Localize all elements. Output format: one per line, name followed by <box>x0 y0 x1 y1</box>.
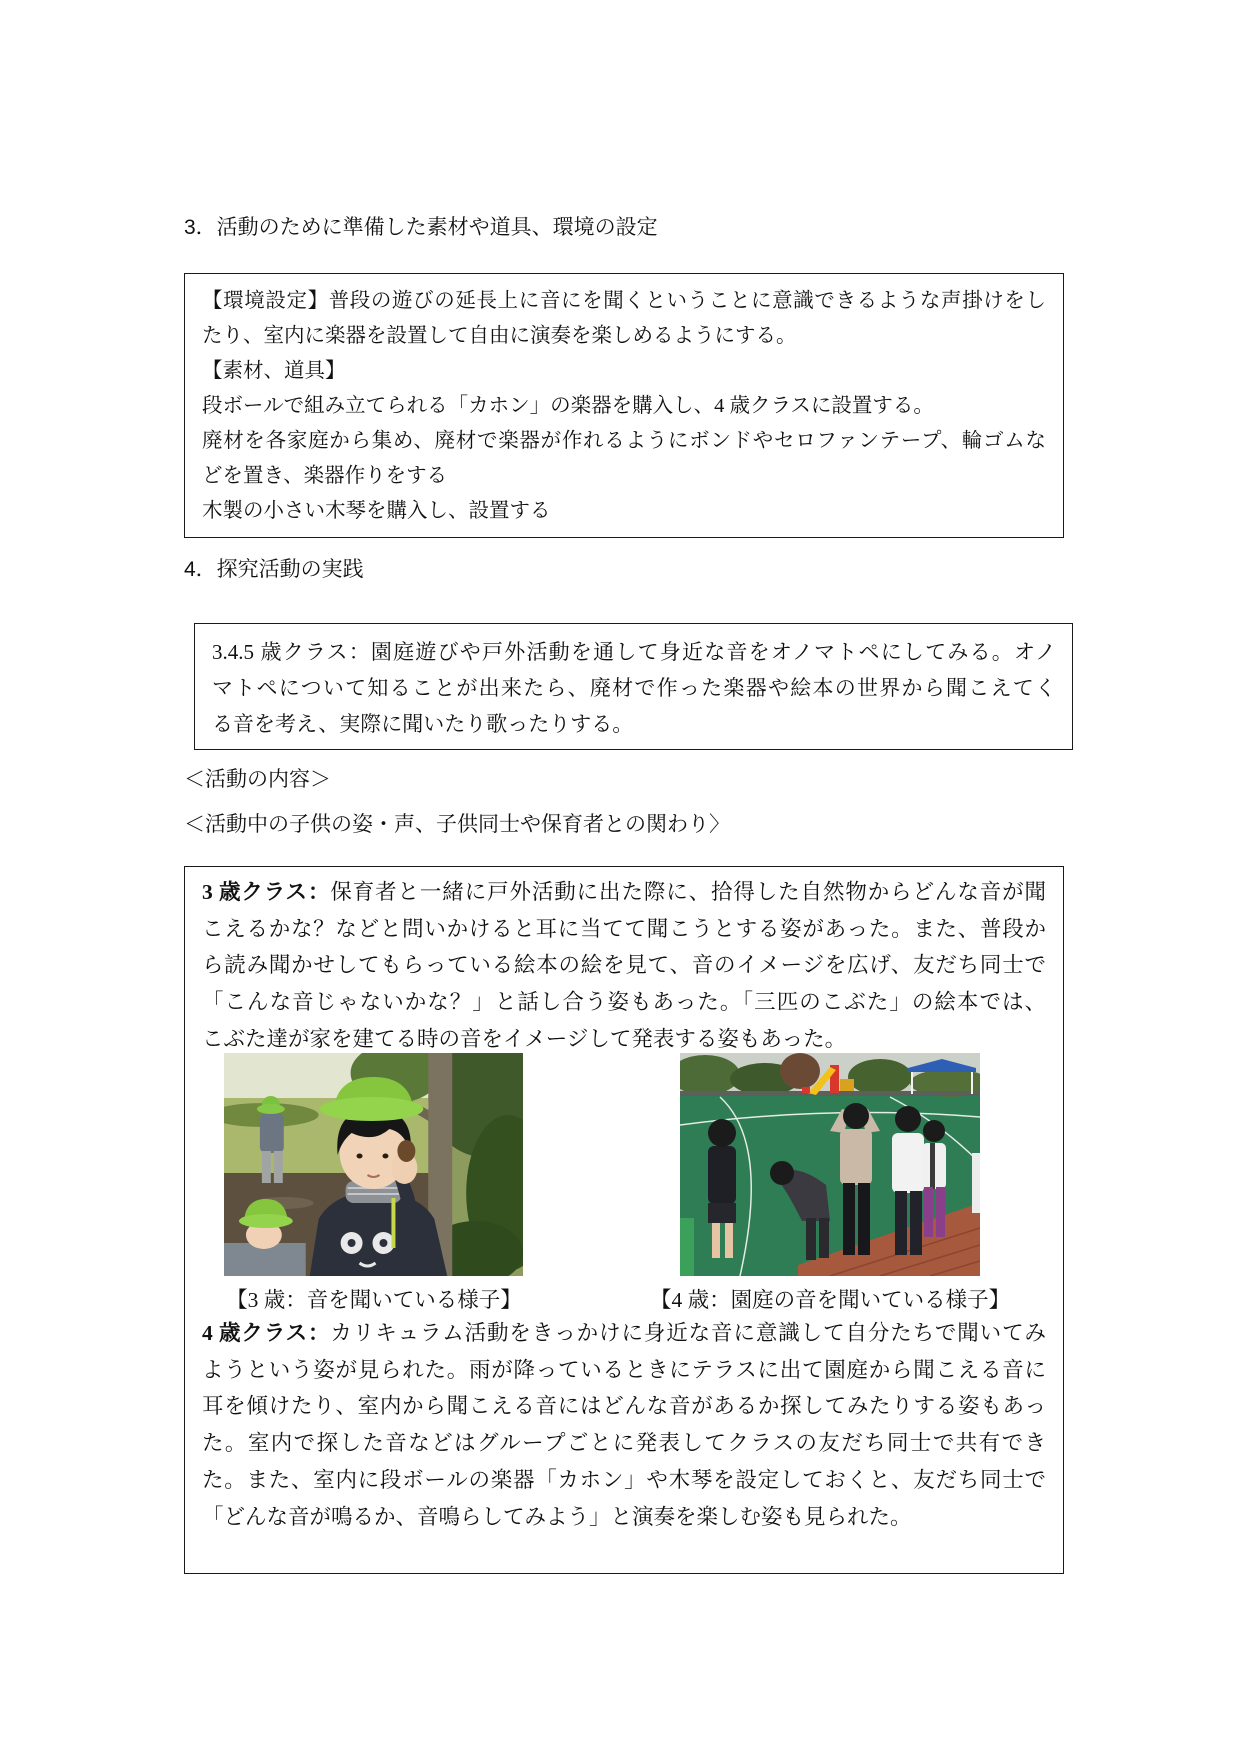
found-object <box>397 1140 415 1162</box>
child-head <box>923 1120 945 1142</box>
class4-line <box>202 1315 1046 1352</box>
child-shirt <box>892 1133 924 1193</box>
child-leg <box>910 1191 922 1255</box>
hat-brim <box>239 1214 293 1228</box>
stripe <box>348 1193 400 1195</box>
partial-child <box>972 1153 980 1213</box>
class3-line: 「こんな音じゃないかな？」と話し合う姿もあった。「三匹のこぶた」の絵本では、 <box>202 990 1046 1015</box>
setup-line: たり、室内に楽器を設置して自由に演奏を楽しめるようにする。 <box>202 325 797 347</box>
summary-line: マトペについて知ることが出来たら、廃材で作った楽器や絵本の世界から聞こえてく <box>212 676 1056 700</box>
hat-brim <box>320 1097 424 1121</box>
class4-label: 4 歳クラス： <box>202 1321 331 1345</box>
setup-line: 【環境設定】普段の遊びの延長上に音にを聞くということに意識できるような声掛けをし <box>202 290 1046 312</box>
summary-line: 3.4.5 歳クラス：園庭遊びや戸外活動を通して身近な音をオノマトペにしてみる。オノ <box>212 640 1056 664</box>
child-head <box>843 1103 869 1129</box>
slide-platform <box>840 1079 854 1091</box>
class3-line <box>202 874 1046 911</box>
section3-heading: 3．活動のために準備した素材や道具、環境の設定 <box>184 216 658 239</box>
child-leg <box>819 1218 829 1258</box>
child-leg <box>895 1191 907 1255</box>
child-leg <box>936 1187 945 1237</box>
child-leg <box>712 1223 720 1258</box>
tree <box>780 1053 820 1089</box>
child-head <box>708 1119 736 1147</box>
class3-line: こえるかな？などと問いかけると耳に当てて聞こうとする姿があった。また、普段か <box>202 916 1046 941</box>
class4-line-text: カリキュラム活動をきっかけに身近な音に意識して自分たちで聞いてみ <box>330 1321 1046 1345</box>
partial-child <box>680 1218 694 1276</box>
tent-pole <box>971 1072 973 1094</box>
tent-valance <box>908 1068 976 1072</box>
slide-base <box>802 1087 810 1093</box>
photo1-caption: 【3 歳：音を聞いている様子】 <box>226 1288 522 1312</box>
child-shorts <box>708 1203 736 1223</box>
child-leg <box>262 1151 271 1183</box>
class3-line-text: 保育者と一緒に戸外活動に出た際に、拾得した自然物からどんな音が聞 <box>330 880 1046 904</box>
class4-line: た。また、室内に段ボールの楽器「カホン」や木琴を設定しておくと、友だち同士で <box>202 1467 1046 1492</box>
class3-line: ら読み聞かせしてもらっている絵本の絵を見て、音のイメージを広げ、友だち同士で <box>202 953 1046 978</box>
class3-line: こぶた達が家を建てる時の音をイメージして発表する姿もあった。 <box>202 1026 847 1051</box>
eye <box>382 1154 388 1159</box>
eye <box>357 1154 363 1159</box>
photo2-caption: 【4 歳：園庭の音を聞いている様子】 <box>650 1288 1011 1312</box>
child-shirt <box>840 1129 872 1185</box>
summary-line: る音を考え、実際に聞いたり歌ったりする。 <box>212 712 634 736</box>
setup-line: 段ボールで組み立てられる「カホン」の楽器を購入し、4 歳クラスに設置する。 <box>202 395 934 417</box>
child-jacket <box>260 1113 284 1153</box>
class4-observation <box>202 1315 1046 1535</box>
child-leg <box>725 1223 733 1258</box>
photo-3yo-image <box>224 1053 523 1276</box>
child-leg <box>274 1151 283 1183</box>
print-pupil <box>379 1239 387 1247</box>
setup-line: 廃材を各家庭から集め、廃材で楽器が作れるようにボンドやセロファンテープ、輪ゴムな <box>202 430 1046 452</box>
child-leg <box>843 1183 855 1255</box>
shirt-stripe <box>930 1143 935 1189</box>
child-leg <box>858 1183 870 1255</box>
class4-line: ようという姿が見られた。雨が降っているときにテラスに出て園庭から聞こえる音に <box>202 1357 1046 1382</box>
child-head <box>895 1106 921 1132</box>
class4-line: 耳を傾けたり、室内から聞こえる音にはどんな音があるか探してみたりする姿もあっ <box>202 1394 1046 1419</box>
hat-brim <box>257 1104 285 1114</box>
class3-observation <box>202 874 1046 1058</box>
tent-pole <box>911 1072 913 1094</box>
photo-4yo-garden-sounds <box>680 1053 980 1276</box>
observation-box <box>184 866 1064 1574</box>
setup-line: どを置き、楽器作りをする <box>202 465 448 487</box>
class4-line: た。室内で探した音などはグループごとに発表してクラスの友だち同士で共有でき <box>202 1431 1046 1456</box>
child-head <box>770 1161 794 1185</box>
child-leg <box>806 1218 816 1260</box>
observation-heading: ＜活動中の子供の姿・声、子供同士や保育者との関わり〉 <box>184 813 730 836</box>
tree <box>848 1059 912 1095</box>
print-pupil <box>348 1239 356 1247</box>
inquiry-summary-box <box>194 623 1073 750</box>
child-leg <box>924 1187 933 1237</box>
section4-heading: 4．探究活動の実践 <box>184 558 364 581</box>
hat-strap <box>391 1198 395 1248</box>
photo-3yo-listening <box>224 1053 523 1276</box>
class4-line: 「どんな音が鳴るか、音鳴らしてみよう」と演奏を楽しむ姿も見られた。 <box>202 1504 912 1529</box>
class3-label: 3 歳クラス： <box>202 880 331 904</box>
setup-line: 【素材、道具】 <box>202 360 346 382</box>
photo-4yo-image <box>680 1053 980 1276</box>
activity-content-heading: ＜活動の内容＞ <box>184 768 331 791</box>
child-shirt <box>708 1146 736 1204</box>
setup-line: 木製の小さい木琴を購入し、設置する <box>202 500 551 522</box>
materials-setup-box <box>184 273 1064 538</box>
